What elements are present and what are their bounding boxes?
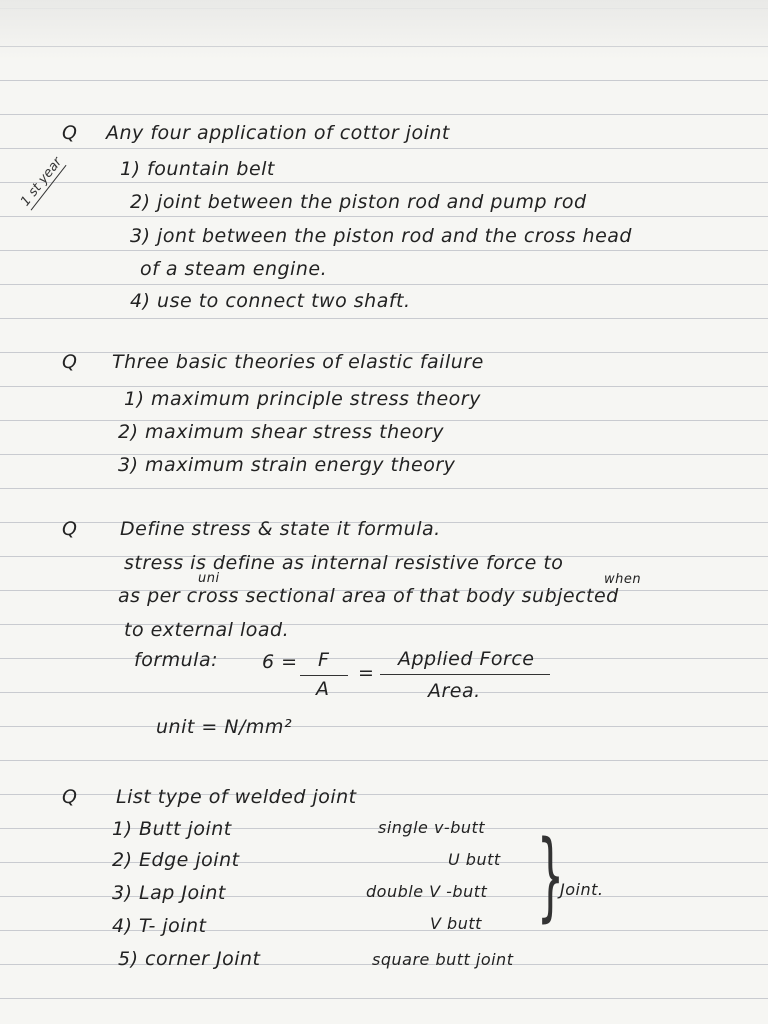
page-shadow xyxy=(0,0,768,60)
list-item: 2) maximum shear stress theory xyxy=(118,421,444,443)
list-item: 2) joint between the piston rod and pump rod xyxy=(130,191,587,213)
question-title: Define stress & state it formula. xyxy=(120,518,441,540)
question-title: Any four application of cottor joint xyxy=(106,122,450,144)
definition-line: to external load. xyxy=(124,619,290,641)
butt-type: U butt xyxy=(448,850,501,869)
brace-label: Joint. xyxy=(560,880,604,899)
joint-type: 3) Lap Joint xyxy=(112,882,226,904)
list-item: 3) jont between the piston rod and the cross head xyxy=(130,225,632,247)
question-marker: Q xyxy=(62,122,78,144)
fraction-bar xyxy=(300,675,348,676)
side-note: 1 st year xyxy=(18,154,66,210)
list-item: 3) maximum strain energy theory xyxy=(118,454,456,476)
list-item: 4) use to connect two shaft. xyxy=(130,290,411,312)
butt-type: square butt joint xyxy=(372,950,514,969)
question-title: List type of welded joint xyxy=(116,786,357,808)
brace-icon: } xyxy=(536,820,565,932)
formula-label: formula: xyxy=(134,649,218,671)
joint-type: 2) Edge joint xyxy=(112,849,240,871)
joint-type: 1) Butt joint xyxy=(112,818,232,840)
formula-denominator: A xyxy=(316,678,330,700)
question-marker: Q xyxy=(62,786,78,808)
question-marker: Q xyxy=(62,518,78,540)
butt-type: single v-butt xyxy=(378,818,486,837)
question-title: Three basic theories of elastic failure xyxy=(112,351,484,373)
list-item: 1) fountain belt xyxy=(120,158,275,180)
list-item: of a steam engine. xyxy=(140,258,328,280)
butt-type: V butt xyxy=(430,914,482,933)
formula-sigma: 6 = xyxy=(262,651,298,673)
formula-numerator: F xyxy=(318,649,330,671)
definition-line: as per cross sectional area of that body subjected xyxy=(118,585,619,607)
joint-type: 5) corner Joint xyxy=(118,948,261,970)
unit-line: unit = N/mm² xyxy=(156,716,293,738)
formula-equals: = xyxy=(358,662,375,684)
butt-type: double V -butt xyxy=(366,882,488,901)
insert-note: uni xyxy=(198,571,220,586)
list-item: 1) maximum principle stress theory xyxy=(124,388,481,410)
fraction-bar xyxy=(380,674,550,675)
insert-note: when xyxy=(604,572,642,587)
question-marker: Q xyxy=(62,351,78,373)
definition-line: stress is define as internal resistive force to xyxy=(124,552,564,574)
formula-denominator-words: Area. xyxy=(428,680,481,702)
formula-numerator-words: Applied Force xyxy=(398,648,535,670)
joint-type: 4) T- joint xyxy=(112,915,207,937)
